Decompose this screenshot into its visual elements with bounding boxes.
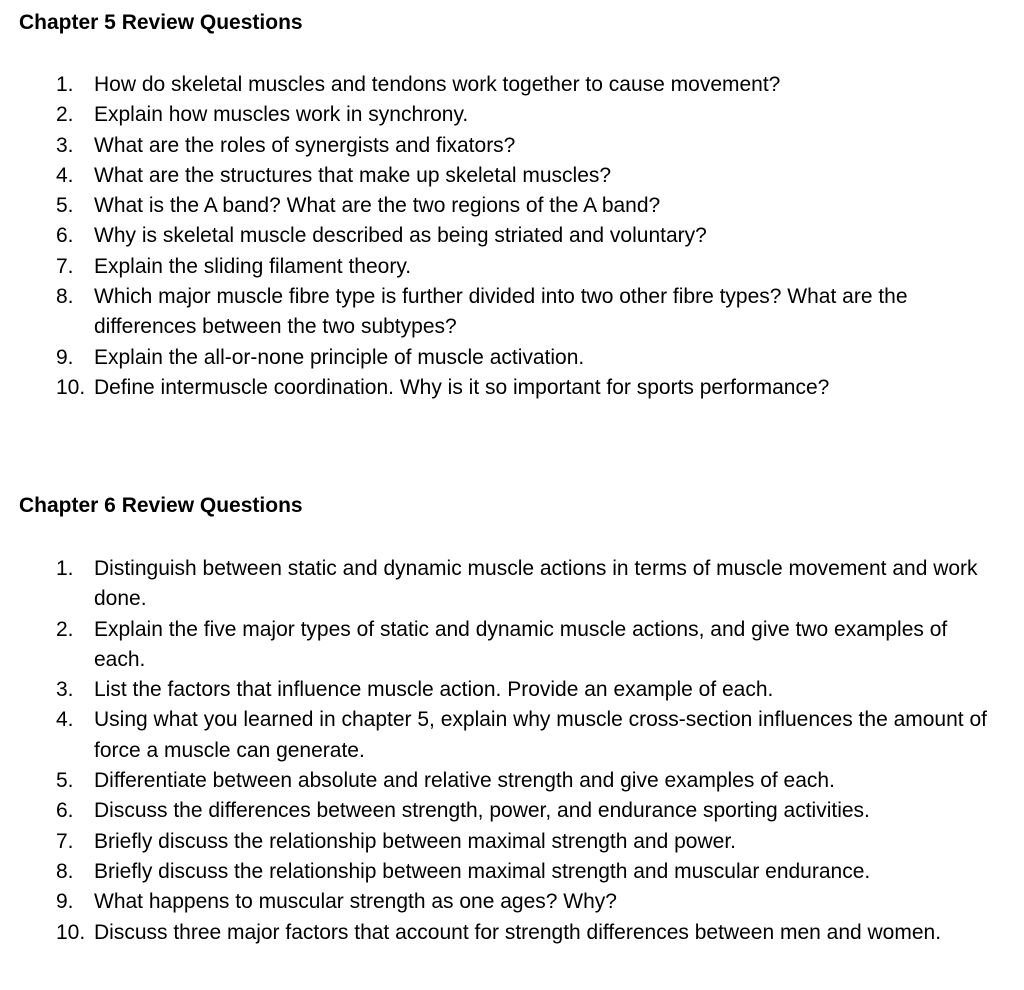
question-text: Explain the five major types of static and dynamic muscle actions, and give two examples of each.: [94, 617, 948, 671]
question-text: Briefly discuss the relationship between maximal strength and power.: [94, 829, 736, 853]
question-number: 4.: [56, 708, 74, 732]
list-item: [19, 343, 1004, 373]
list-item: [19, 70, 1004, 100]
chapter-6-section: [19, 493, 1004, 948]
question-number: 9.: [56, 890, 74, 914]
question-number: 1.: [56, 73, 74, 96]
question-text: Discuss three major factors that account for strength differences between men and women.: [94, 920, 942, 944]
list-item: [19, 282, 1004, 343]
list-item: [19, 918, 1004, 948]
chapter-6-heading: Chapter 6 Review Questions: [19, 494, 303, 517]
question-number: 8.: [56, 859, 74, 883]
question-number: 3.: [56, 133, 74, 157]
list-item: [19, 554, 1004, 615]
question-number: 2.: [56, 103, 74, 127]
chapter-5-heading: Chapter 5 Review Questions: [19, 11, 303, 34]
question-text: List the factors that influence muscle action. Provide an example of each.: [94, 678, 774, 702]
question-text: What are the roles of synergists and fixators?: [94, 133, 516, 157]
chapter-6-question-list: [19, 554, 1004, 948]
list-item: [19, 252, 1004, 282]
question-text: Using what you learned in chapter 5, explain why muscle cross-section influences the amount of force a muscle can generate.: [94, 708, 987, 762]
question-text: Differentiate between absolute and relative strength and give examples of each.: [94, 769, 835, 793]
question-text: How do skeletal muscles and tendons work together to cause movement?: [94, 73, 781, 96]
list-item: [19, 221, 1004, 251]
list-item: [19, 887, 1004, 917]
list-item: [19, 615, 1004, 676]
question-text: Discuss the differences between strength, power, and endurance sporting activities.: [94, 799, 870, 823]
list-item: [19, 100, 1004, 130]
list-item: [19, 827, 1004, 857]
question-text: What happens to muscular strength as one ages? Why?: [94, 890, 617, 914]
question-text: What are the structures that make up skeletal muscles?: [94, 163, 612, 187]
list-item: [19, 131, 1004, 161]
question-number: 4.: [56, 163, 74, 187]
list-item: [19, 796, 1004, 826]
question-text: Define intermuscle coordination. Why is it so important for sports performance?: [94, 375, 830, 399]
question-number: 9.: [56, 345, 74, 369]
question-number: 8.: [56, 285, 74, 309]
list-item: [19, 857, 1004, 887]
question-text: Which major muscle fibre type is further divided into two other fibre types? What are the differences between the two subtypes?: [94, 285, 908, 339]
question-number: 7.: [56, 254, 74, 278]
list-item: [19, 766, 1004, 796]
chapter-5-section: [19, 10, 1004, 403]
question-number: 2.: [56, 617, 74, 641]
list-item: [19, 675, 1004, 705]
question-number: 3.: [56, 678, 74, 702]
list-item: [19, 191, 1004, 221]
list-item: [19, 705, 1004, 766]
question-number: 5.: [56, 194, 74, 218]
question-number: 7.: [56, 829, 74, 853]
question-text: Distinguish between static and dynamic muscle actions in terms of muscle movement and work done.: [94, 557, 978, 611]
question-number: 6.: [56, 799, 74, 823]
question-number: 10.: [56, 375, 86, 399]
list-item: [19, 373, 1004, 403]
question-number: 6.: [56, 224, 74, 248]
question-number: 1.: [56, 557, 74, 580]
chapter-5-question-list: [19, 70, 1004, 403]
question-text: Why is skeletal muscle described as being striated and voluntary?: [94, 224, 707, 248]
question-text: Briefly discuss the relationship between maximal strength and muscular endurance.: [94, 859, 871, 883]
question-text: Explain the sliding filament theory.: [94, 254, 412, 278]
question-number: 10.: [56, 920, 86, 944]
list-item: [19, 161, 1004, 191]
question-text: Explain the all-or-none principle of muscle activation.: [94, 345, 585, 369]
question-text: What is the A band? What are the two regions of the A band?: [94, 194, 661, 218]
question-text: Explain how muscles work in synchrony.: [94, 103, 469, 127]
question-number: 5.: [56, 769, 74, 793]
